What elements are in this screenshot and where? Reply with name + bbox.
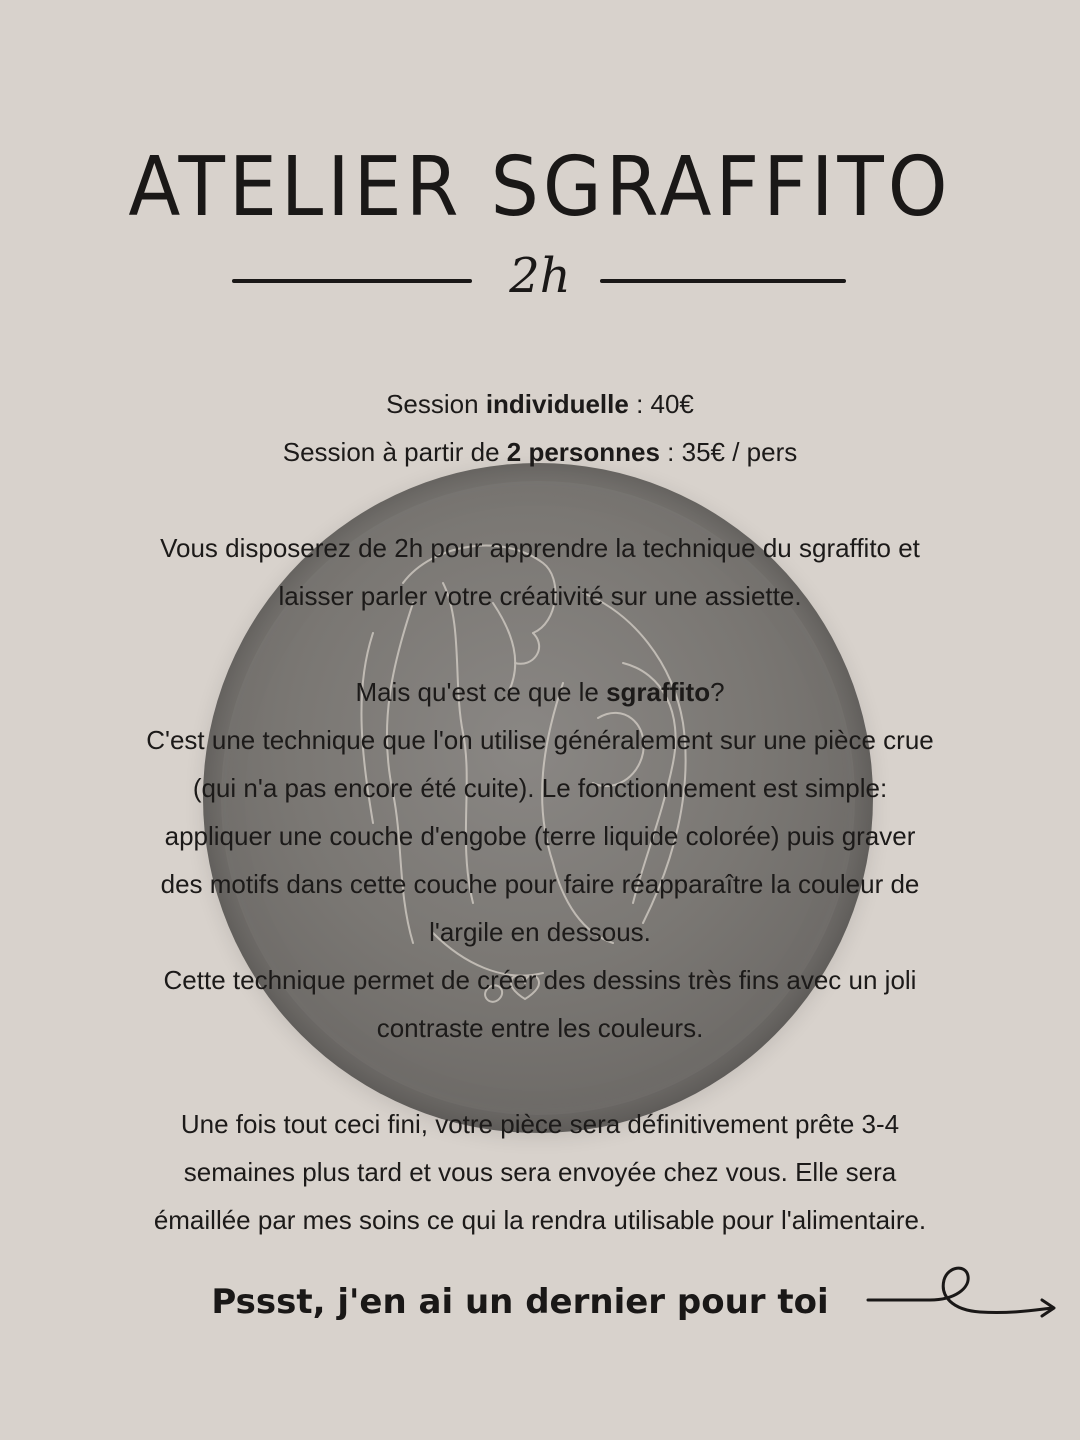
- question-prefix: Mais qu'est ce que le: [355, 677, 607, 707]
- price-individual-prefix: Session: [386, 389, 486, 419]
- spacer: [90, 476, 990, 524]
- divider-right: [600, 279, 846, 283]
- price-individual-bold: individuelle: [485, 389, 629, 419]
- price-group-bold: 2 personnes: [506, 437, 660, 467]
- divider-left: [232, 279, 472, 283]
- price-group: [90, 428, 990, 476]
- intro-line: laisser parler votre créativité sur une assiette.: [278, 581, 802, 611]
- closing-line: Une fois tout ceci fini, votre pièce sera définitivement prête 3-4: [180, 1109, 900, 1139]
- spacer: [90, 1052, 990, 1100]
- price-individual: [90, 380, 990, 428]
- explanation-line: C'est une technique que l'on utilise généralement sur une pièce crue: [146, 725, 934, 755]
- question-bold: sgraffito: [606, 677, 711, 707]
- price-individual-suffix: : 40€: [628, 389, 694, 419]
- price-group-prefix: Session à partir de: [282, 437, 507, 467]
- explanation-line: (qui n'a pas encore été cuite). Le fonctionnement est simple:: [192, 773, 888, 803]
- swirl-arrow-right-icon[interactable]: [860, 1258, 1060, 1338]
- closing-line: semaines plus tard et vous sera envoyée chez vous. Elle sera: [183, 1157, 897, 1187]
- explanation-line: l'argile en dessous.: [429, 917, 651, 947]
- price-group-suffix: : 35€ / pers: [659, 437, 798, 467]
- duration-label: 2h: [509, 248, 571, 304]
- description-block: [90, 380, 990, 1244]
- page-title: ATELIER SGRAFFITO: [128, 138, 952, 235]
- explanation-line: des motifs dans cette couche pour faire réapparaître la couleur de: [160, 869, 920, 899]
- footer-teaser: Pssst, j'en ai un dernier pour toi: [211, 1282, 829, 1322]
- question-suffix: ?: [710, 677, 725, 707]
- closing-line: émaillée par mes soins ce qui la rendra utilisable pour l'alimentaire.: [153, 1205, 927, 1235]
- explanation-line: Cette technique permet de créer des dessins très fins avec un joli: [163, 965, 917, 995]
- explanation-line: contraste entre les couleurs.: [376, 1013, 704, 1043]
- explanation-line: appliquer une couche d'engobe (terre liquide colorée) puis graver: [164, 821, 916, 851]
- question-line: [90, 668, 990, 716]
- spacer: [90, 620, 990, 668]
- intro-line: Vous disposerez de 2h pour apprendre la technique du sgraffito et: [160, 533, 920, 563]
